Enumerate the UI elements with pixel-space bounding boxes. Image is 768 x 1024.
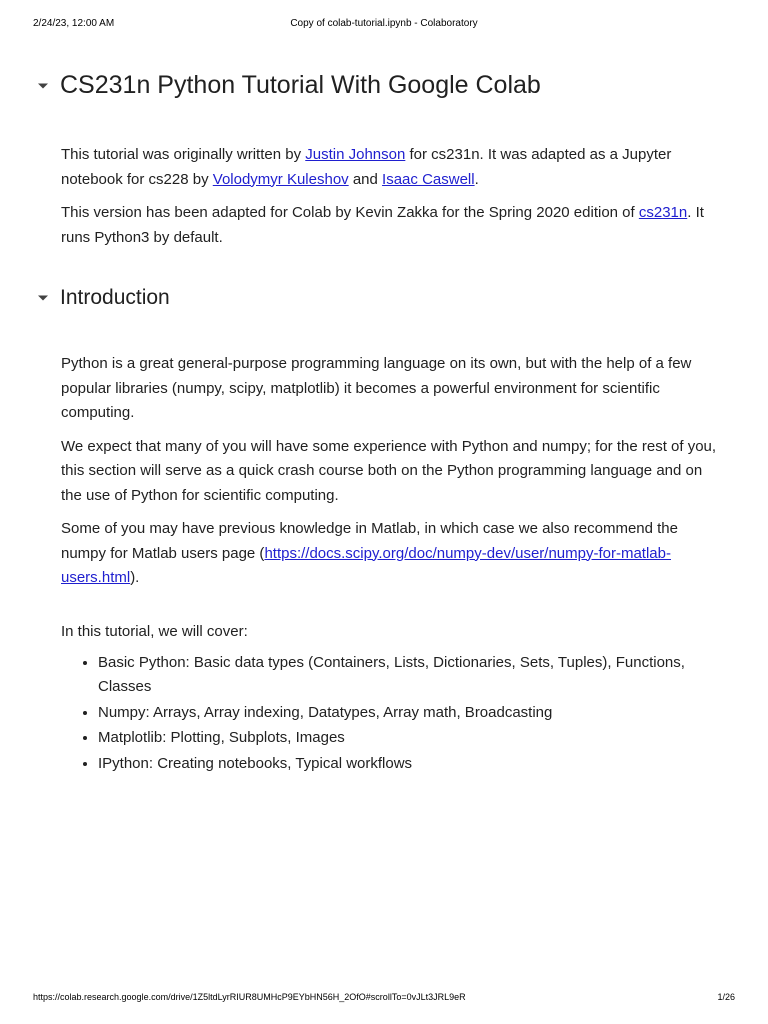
list-item: • IPython: Creating notebooks, Typical workflows — [98, 752, 721, 777]
volodymyr-kuleshov-link[interactable]: Volodymyr Kuleshov — [212, 170, 349, 188]
print-title: Copy of colab-tutorial.ipynb - Colaboratory — [290, 18, 478, 29]
list-item: • Basic Python: Basic data types (Containers, Lists, Dictionaries, Sets, Tuples), Functions, Classes — [98, 651, 721, 700]
intro-text-block — [61, 143, 721, 259]
text-span: . — [474, 170, 479, 188]
numpy-for-matlab-link[interactable]: https://docs.scipy.org/doc/numpy-dev/user/numpy-for-matlab-users.html — [61, 544, 671, 586]
body-paragraph-3 — [61, 517, 721, 591]
body-paragraph-2: We expect that many of you will have some experience with Python and numpy; for the rest of you, this section will serve as a quick crash course both on the Python programming language and on the use of Python for scientific computing. — [61, 437, 717, 504]
list-item: • Numpy: Arrays, Array indexing, Datatypes, Array math, Broadcasting — [98, 701, 721, 726]
page-number: 1/26 — [717, 992, 735, 1002]
isaac-caswell-link[interactable]: Isaac Caswell — [382, 170, 475, 188]
cs231n-link[interactable]: cs231n — [638, 204, 688, 221]
cover-section — [61, 620, 721, 777]
text-span: ). — [130, 569, 140, 586]
text-span: and — [348, 170, 383, 188]
body-paragraph-1: Python is a great general-purpose programming language on its own, but with the help of a few popular libraries (numpy, scipy, matplotlib) it becomes a powerful environment for scientific computing. — [61, 355, 692, 421]
print-header — [33, 18, 735, 32]
print-footer — [33, 992, 735, 1006]
print-date: 2/24/23, 12:00 AM — [33, 18, 115, 29]
caret-down-icon[interactable] — [36, 286, 60, 310]
cover-list — [61, 651, 721, 777]
print-url: https://colab.research.google.com/drive/1Z5ltdLyrRIUR8UMHcP9EYbHN56H_2OfO#scrollTo=0vJLt3JRL9eR — [33, 992, 466, 1002]
text-span: This tutorial was originally written by — [61, 146, 306, 163]
introduction-title: Introduction — [60, 286, 170, 309]
cover-intro: In this tutorial, we will cover: — [61, 623, 248, 640]
page-title: CS231n Python Tutorial With Google Colab — [60, 71, 541, 99]
text-span: This version has been adapted for Colab by Kevin Zakka for the Spring 2020 edition of — [61, 204, 639, 221]
justin-johnson-link[interactable]: Justin Johnson — [305, 146, 406, 163]
text-span: Some of you may have previous knowledge in Matlab, in which case we also recommend the numpy for Matlab users page ( — [61, 520, 678, 562]
section-heading-main — [36, 71, 541, 100]
text-span: for cs231n. It was adapted as a Jupyter notebook for cs228 by — [61, 146, 672, 188]
intro-paragraph-2 — [61, 201, 721, 250]
section-heading-introduction — [36, 286, 170, 310]
introduction-body — [61, 352, 721, 600]
caret-down-icon[interactable] — [36, 74, 60, 98]
intro-paragraph-1 — [61, 143, 721, 192]
list-item: • Matplotlib: Plotting, Subplots, Images — [98, 726, 721, 751]
text-span: . It runs Python3 by default. — [61, 204, 704, 246]
